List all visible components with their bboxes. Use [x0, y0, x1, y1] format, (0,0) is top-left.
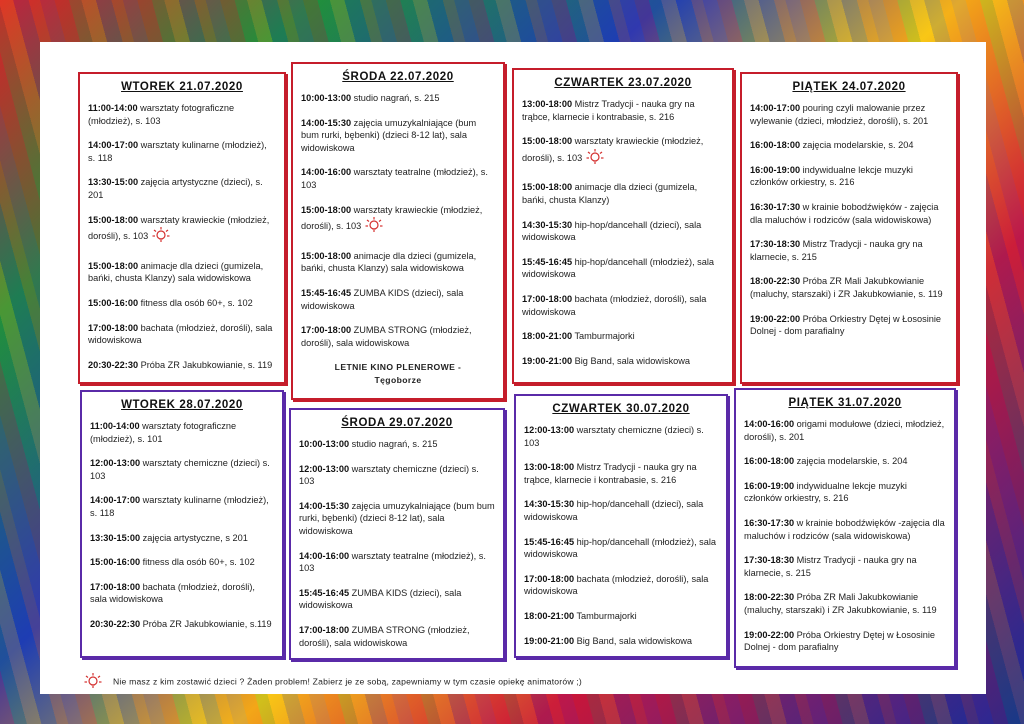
day-card-thu-23 [512, 68, 734, 384]
schedule-item: 19:00-21:00 Big Band, sala widowiskowa [524, 635, 693, 646]
schedule-item: 14:00-17:00 pouring czyli malowanie przez wylewanie (dzieci, młodzież, dorośli), s. 201 [750, 103, 929, 126]
schedule-item: 15:00-16:00 fitness dla osób 60+, s. 102 [88, 297, 253, 308]
schedule-item: 10:00-13:00 studio nagrań, s. 215 [301, 93, 440, 103]
lightbulb-icon [364, 216, 384, 238]
lightbulb-icon [585, 148, 605, 170]
schedule-item: 13:30-15:00 zajęcia artystyczne, s 201 [90, 532, 248, 543]
schedule-item: 15:00-18:00 animacje dla dzieci (gumizela, bańki, chusta Klanzy) sala widowiskowa [88, 260, 264, 284]
schedule-item: 11:00-14:00 warsztaty fotograficzne (młodzież), s. 103 [88, 103, 235, 126]
schedule-item: 20:30-22:30 Próba ZR Jakubkowianie, s.119 [90, 618, 272, 629]
day-title: ŚRODA 22.07.2020 [342, 71, 454, 83]
schedule-item: 16:00-19:00 indywidualne lekcje muzyki członków orkiestry, s. 216 [744, 480, 907, 504]
day-title: WTOREK 21.07.2020 [121, 81, 243, 93]
schedule-item: 12:00-13:00 warsztaty chemiczne (dzieci) s. 103 [90, 458, 270, 481]
footer-text: Nie masz z kim zostawić dzieci ? Żaden problem! Zabierz je ze sobą, zapewniamy w tym czasie opiekę animatorów ;) [113, 676, 582, 687]
schedule-item: 14:00-17:00 warsztaty kulinarne (młodzież), s. 118 [90, 495, 269, 518]
schedule-item: 14:00-15:30 zajęcia umuzykalniające (bum bum rurki, bębenki) (dzieci 8-12 lat), sala widowiskowa [299, 500, 495, 536]
day-card-fri-31 [734, 388, 956, 668]
day-title: ŚRODA 29.07.2020 [341, 417, 453, 429]
schedule-item: 12:00-13:00 warsztaty chemiczne (dzieci) s. 103 [299, 463, 479, 487]
schedule-item: 18:00-21:00 Tamburmajorki [524, 610, 637, 621]
day-card-tue-28 [80, 390, 284, 658]
schedule-item: 16:30-17:30 w krainie bobodźwięków -zajęcia dla maluchów i rodziców (sala widowiskowa) [744, 517, 945, 541]
schedule-item: 17:30-18:30 Mistrz Tradycji - nauka gry na klarnecie, s. 215 [750, 239, 923, 262]
schedule-item: 14:00-15:30 zajęcia umuzykalniające (bum bum rurki, bębenki) (dzieci 8-12 lat), sala widowiskowa [301, 117, 477, 153]
schedule-item: 19:00-22:00 Próba Orkiestry Dętej w Łososinie Dolnej - dom parafialny [750, 313, 941, 337]
day-card-wed-29 [289, 408, 505, 660]
schedule-item: 17:00-18:00 bachata (młodzież, dorośli), sala widowiskowa [522, 293, 707, 317]
schedule-item: 15:00-18:00 warsztaty krawieckie (młodzież, dorośli), s. 103 [301, 204, 495, 238]
schedule-item: 15:00-18:00 animacje dla dzieci (gumizela, bańki, chusta Klanzy) [522, 182, 698, 205]
schedule-item: 19:00-22:00 Próba Orkiestry Dętej w Łososinie Dolnej - dom parafialny [744, 629, 935, 653]
day-title: WTOREK 28.07.2020 [121, 399, 243, 411]
schedule-item: 18:00-21:00 Tamburmajorki [522, 331, 635, 342]
schedule-item: 13:00-18:00 Mistrz Tradycji - nauka gry na trąbce, klarnecie i kontrabasie, s. 216 [522, 99, 695, 122]
day-title: PIĄTEK 24.07.2020 [792, 81, 906, 93]
schedule-item: 17:00-18:00 ZUMBA STRONG (młodzież, dorośli), sala widowiskowa [299, 624, 470, 648]
schedule-item: 13:00-18:00 Mistrz Tradycji - nauka gry na trąbce, klarnecie i kontrabasie, s. 216 [524, 462, 697, 485]
schedule-item: 11:00-14:00 warsztaty fotograficzne (młodzież), s. 101 [90, 421, 237, 444]
schedule-item: 19:00-21:00 Big Band, sala widowiskowa [522, 355, 691, 366]
schedule-item: 17:00-18:00 bachata (młodzież, dorośli), sala widowiskowa [524, 573, 709, 597]
day-card-wed-22 [291, 62, 505, 400]
schedule-item: 15:45-16:45 ZUMBA KIDS (dzieci), sala widowiskowa [301, 287, 464, 311]
schedule-item: 18:00-22:30 Próba ZR Mali Jakubkowianie (maluchy, starszaki) i ZR Jakubkowianie, s. 119 [750, 276, 943, 299]
schedule-item: 10:00-13:00 studio nagrań, s. 215 [299, 439, 438, 449]
lightbulb-icon [83, 672, 103, 692]
schedule-item: 14:00-16:00 warsztaty teatralne (młodzież), s. 103 [299, 550, 486, 574]
schedule-item: 16:30-17:30 w krainie bobodźwięków - zajęcia dla maluchów i rodziców (sala widowiskowa) [750, 201, 939, 225]
schedule-item: 15:00-18:00 warsztaty krawieckie (młodzież, dorośli), s. 103 [522, 135, 724, 169]
schedule-item: 14:00-16:00 warsztaty teatralne (młodzież), s. 103 [301, 167, 488, 190]
day-card-thu-30 [514, 394, 728, 658]
lightbulb-icon [151, 226, 171, 248]
schedule-item: 17:00-18:00 bachata (młodzież, dorośli), sala widowiskowa [88, 322, 273, 346]
schedule-item: 15:00-16:00 fitness dla osób 60+, s. 102 [90, 557, 255, 568]
schedule-item: 15:00-18:00 warsztaty krawieckie (młodzież, dorośli), s. 103 [88, 214, 276, 248]
outdoor-cinema-note: LETNIE KINO PLENEROWE - Tęgoborze [334, 362, 462, 386]
schedule-item: 15:45-16:45 hip-hop/dancehall (młodzież), sala widowiskowa [522, 256, 715, 280]
schedule-item: 15:45-16:45 ZUMBA KIDS (dzieci), sala widowiskowa [299, 587, 462, 611]
schedule-item: 17:00-18:00 ZUMBA STRONG (młodzież, dorośli), sala widowiskowa [301, 325, 472, 348]
day-title: CZWARTEK 23.07.2020 [554, 77, 692, 89]
schedule-item: 12:00-13:00 warsztaty chemiczne (dzieci) s. 103 [524, 425, 704, 448]
schedule-item: 14:30-15:30 hip-hop/dancehall (dzieci), sala widowiskowa [524, 499, 704, 522]
day-title: PIĄTEK 31.07.2020 [788, 397, 902, 409]
schedule-item: 16:00-19:00 indywidualne lekcje muzyki członków orkiestry, s. 216 [750, 164, 913, 188]
day-card-fri-24 [740, 72, 958, 384]
schedule-item: 13:30-15:00 zajęcia artystyczne (dzieci), s. 201 [88, 177, 263, 200]
day-card-tue-21 [78, 72, 286, 384]
schedule-item: 20:30-22:30 Próba ZR Jakubkowianie, s. 119 [88, 359, 273, 370]
schedule-item: 14:30-15:30 hip-hop/dancehall (dzieci), sala widowiskowa [522, 219, 702, 243]
footer-note [80, 672, 582, 692]
schedule-item: 14:00-17:00 warsztaty kulinarne (młodzież), s. 118 [88, 140, 267, 163]
schedule-item: 16:00-18:00 zajęcia modelarskie, s. 204 [744, 456, 908, 467]
schedule-item: 18:00-22:30 Próba ZR Mali Jakubkowianie (maluchy, starszaki) i ZR Jakubkowianie, s. 119 [744, 592, 937, 615]
schedule-item: 15:00-18:00 animacje dla dzieci (gumizela, bańki, chusta Klanzy) sala widowiskowa [301, 250, 477, 274]
schedule-item: 16:00-18:00 zajęcia modelarskie, s. 204 [750, 140, 914, 151]
schedule-item: 14:00-16:00 origami modułowe (dzieci, młodzież, dorośli), s. 201 [744, 419, 945, 442]
day-title: CZWARTEK 30.07.2020 [552, 403, 690, 415]
schedule-item: 17:30-18:30 Mistrz Tradycji - nauka gry na klarnecie, s. 215 [744, 555, 917, 578]
schedule-item: 17:00-18:00 bachata (młodzież, dorośli), sala widowiskowa [90, 581, 255, 605]
schedule-item: 15:45-16:45 hip-hop/dancehall (młodzież), sala widowiskowa [524, 536, 717, 560]
